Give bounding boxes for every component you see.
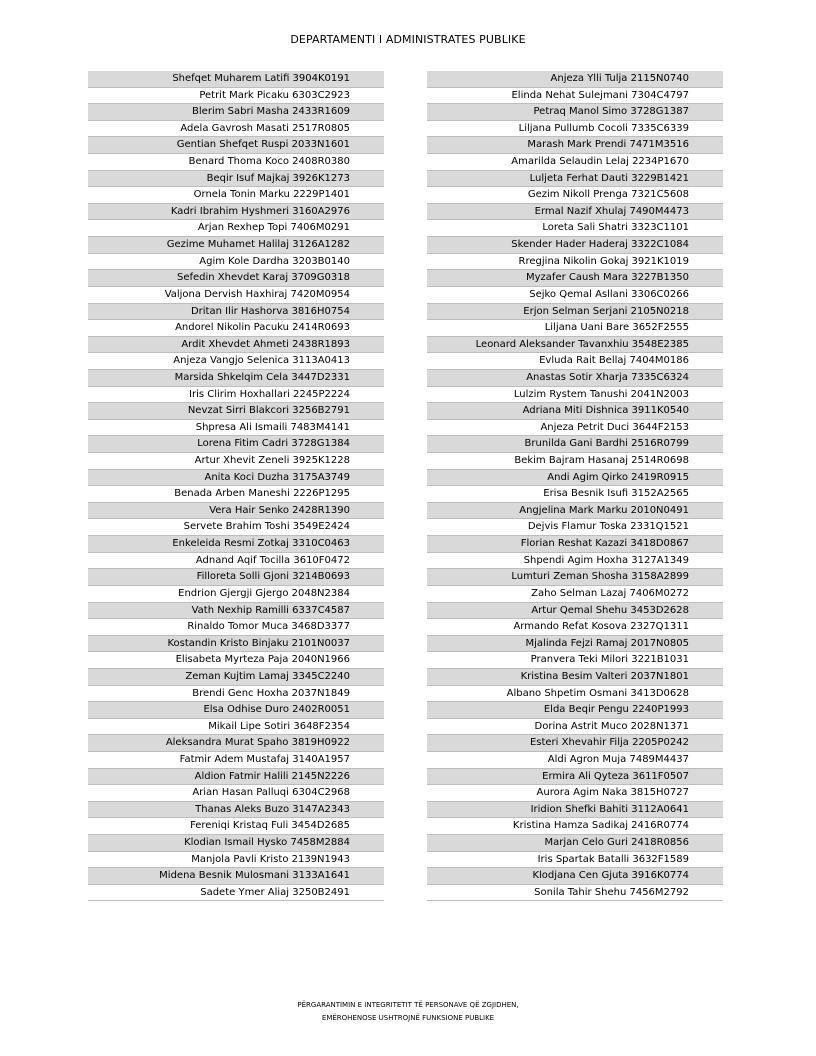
name-entry: Shpresa Ali Ismaili 7483M4141 [88,420,384,437]
name-entry: Kostandin Kristo Binjaku 2101N0037 [88,636,384,653]
name-entry: Fatmir Adem Mustafaj 3140A1957 [88,752,384,769]
name-entry: Lumturi Zeman Shosha 3158A2899 [427,569,723,586]
name-entry: Albano Shpetim Osmani 3413D0628 [427,686,723,703]
name-entry: Elsa Odhise Duro 2402R0051 [88,702,384,719]
name-entry: Servete Brahim Toshi 3549E2424 [88,519,384,536]
name-entry: Shefqet Muharem Latifi 3904K0191 [88,71,384,88]
name-entry: Gezim Nikoll Prenga 7321C5608 [427,187,723,204]
name-entry: Fereniqi Kristaq Fuli 3454D2685 [88,818,384,835]
name-entry: Ardit Xhevdet Ahmeti 2438R1893 [88,337,384,354]
name-entry: Anastas Sotir Xharja 7335C6324 [427,370,723,387]
name-entry: Mikail Lipe Sotiri 3648F2354 [88,719,384,736]
name-entry: Elinda Nehat Sulejmani 7304C4797 [427,88,723,105]
name-entry: Elisabeta Myrteza Paja 2040N1966 [88,652,384,669]
name-entry: Liljana Uani Bare 3652F2555 [427,320,723,337]
name-entry: Benard Thoma Koco 2408R0380 [88,154,384,171]
name-entry: Sejko Qemal Asllani 3306C0266 [427,287,723,304]
name-entry: Filloreta Solli Gjoni 3214B0693 [88,569,384,586]
name-entry: Shpendi Agim Hoxha 3127A1349 [427,553,723,570]
name-entry: Iris Clirim Hoxhallari 2245P2224 [88,387,384,404]
name-entry: Arjan Rexhep Topi 7406M0291 [88,220,384,237]
name-entry: Erisa Besnik Isufi 3152A2565 [427,486,723,503]
name-entry: Marsida Shkelqim Cela 3447D2331 [88,370,384,387]
name-entry: Esteri Xhevahir Filja 2205P0242 [427,735,723,752]
name-entry: Erjon Selman Serjani 2105N0218 [427,304,723,321]
name-entry: Gentian Shefqet Ruspi 2033N1601 [88,137,384,154]
name-entry: Gezime Muhamet Halilaj 3126A1282 [88,237,384,254]
name-entry: Aldion Fatmir Halili 2145N2226 [88,769,384,786]
name-entry: Adnand Aqif Tocilla 3610F0472 [88,553,384,570]
name-entry: Myzafer Caush Mara 3227B1350 [427,270,723,287]
name-entry: Anita Koci Duzha 3175A3749 [88,470,384,487]
name-entry: Iridion Shefki Bahiti 3112A0641 [427,802,723,819]
name-entry: Rregjina Nikolin Gokaj 3921K1019 [427,254,723,271]
name-entry: Valjona Dervish Haxhiraj 7420M0954 [88,287,384,304]
name-entry: Dorina Astrit Muco 2028N1371 [427,719,723,736]
name-entry: Klodian Ismail Hysko 7458M2884 [88,835,384,852]
name-entry: Zeman Kujtim Lamaj 3345C2240 [88,669,384,686]
name-entry: Lorena Fitim Cadri 3728G1384 [88,436,384,453]
name-entry: Sadete Ymer Aliaj 3250B2491 [88,885,384,902]
name-entry: Bekim Bajram Hasanaj 2514R0698 [427,453,723,470]
name-entry: Artur Xhevit Zeneli 3925K1228 [88,453,384,470]
name-entry: Ermira Ali Qyteza 3611F0507 [427,769,723,786]
name-entry: Vera Hair Senko 2428R1390 [88,503,384,520]
name-entry: Elda Beqir Pengu 2240P1993 [427,702,723,719]
name-entry: Nevzat Sirri Blakcori 3256B2791 [88,403,384,420]
name-entry: Adriana Miti Dishnica 3911K0540 [427,403,723,420]
name-entry: Marash Mark Prendi 7471M3516 [427,137,723,154]
page-footer [0,999,816,1025]
name-entry: Kadri Ibrahim Hyshmeri 3160A2976 [88,204,384,221]
left-name-column [88,71,384,901]
name-entry: Iris Spartak Batalli 3632F1589 [427,852,723,869]
name-entry: Armando Refat Kosova 2327Q1311 [427,619,723,636]
name-entry: Marjan Celo Guri 2418R0856 [427,835,723,852]
name-entry: Rinaldo Tomor Muca 3468D3377 [88,619,384,636]
name-entry: Loreta Sali Shatri 3323C1101 [427,220,723,237]
name-entry: Angjelina Mark Marku 2010N0491 [427,503,723,520]
name-entry: Anjeza Vangjo Selenica 3113A0413 [88,353,384,370]
name-entry: Dejvis Flamur Toska 2331Q1521 [427,519,723,536]
name-entry: Anjeza Petrit Duci 3644F2153 [427,420,723,437]
name-entry: Pranvera Teki Milori 3221B1031 [427,652,723,669]
name-entry: Leonard Aleksander Tavanxhiu 3548E2385 [427,337,723,354]
name-entry: Enkeleida Resmi Zotkaj 3310C0463 [88,536,384,553]
name-entry: Evluda Rait Bellaj 7404M0186 [427,353,723,370]
name-entry: Skender Hader Haderaj 3322C1084 [427,237,723,254]
name-entry: Aurora Agim Naka 3815H0727 [427,785,723,802]
name-entry: Sefedin Xhevdet Karaj 3709G0318 [88,270,384,287]
name-entry: Kristina Hamza Sadikaj 2416R0774 [427,818,723,835]
name-entry: Brendi Genc Hoxha 2037N1849 [88,686,384,703]
name-entry: Blerim Sabri Masha 2433R1609 [88,104,384,121]
name-entry: Midena Besnik Mulosmani 3133A1641 [88,868,384,885]
name-entry: Adela Gavrosh Masati 2517R0805 [88,121,384,138]
name-entry: Benada Arben Maneshi 2226P1295 [88,486,384,503]
name-entry: Dritan Ilir Hashorva 3816H0754 [88,304,384,321]
name-entry: Amarilda Selaudin Lelaj 2234P1670 [427,154,723,171]
name-entry: Sonila Tahir Shehu 7456M2792 [427,885,723,902]
name-entry: Aleksandra Murat Spaho 3819H0922 [88,735,384,752]
page-title: DEPARTAMENTI I ADMINISTRATES PUBLIKE [290,33,526,46]
name-entry: Liljana Pullumb Cocoli 7335C6339 [427,121,723,138]
name-entry: Aldi Agron Muja 7489M4437 [427,752,723,769]
name-entry: Mjalinda Fejzi Ramaj 2017N0805 [427,636,723,653]
name-entry: Artur Qemal Shehu 3453D2628 [427,603,723,620]
name-entry: Thanas Aleks Buzo 3147A2343 [88,802,384,819]
name-entry: Petrit Mark Picaku 6303C2923 [88,88,384,105]
name-entry: Anjeza Ylli Tulja 2115N0740 [427,71,723,88]
name-entry: Florian Reshat Kazazi 3418D0867 [427,536,723,553]
name-entry: Ermal Nazif Xhulaj 7490M4473 [427,204,723,221]
name-entry: Brunilda Gani Bardhi 2516R0799 [427,436,723,453]
name-entry: Lulzim Rystem Tanushi 2041N2003 [427,387,723,404]
name-entry: Agim Kole Dardha 3203B0140 [88,254,384,271]
footer-line-2: EMËROHENOSE USHTROJNË FUNKSIONE PUBLIKE [321,1014,495,1022]
name-entry: Manjola Pavli Kristo 2139N1943 [88,852,384,869]
name-entry: Petraq Manol Simo 3728G1387 [427,104,723,121]
name-entry: Andorel Nikolin Pacuku 2414R0693 [88,320,384,337]
name-entry: Andi Agim Qirko 2419R0915 [427,470,723,487]
name-entry: Endrion Gjergji Gjergo 2048N2384 [88,586,384,603]
footer-line-1: PËRGARANTIMIN E INTEGRITETIT TË PERSONAVE QË ZGJIDHEN, [297,1001,519,1009]
name-entry: Klodjana Cen Gjuta 3916K0774 [427,868,723,885]
name-entry: Ornela Tonin Marku 2229P1401 [88,187,384,204]
name-entry: Kristina Besim Valteri 2037N1801 [427,669,723,686]
name-entry: Vath Nexhip Ramilli 6337C4587 [88,603,384,620]
right-name-column [427,71,723,901]
name-entry: Luljeta Ferhat Dauti 3229B1421 [427,171,723,188]
name-entry: Beqir Isuf Majkaj 3926K1273 [88,171,384,188]
name-entry: Arian Hasan Palluqi 6304C2968 [88,785,384,802]
name-entry: Zaho Selman Lazaj 7406M0272 [427,586,723,603]
